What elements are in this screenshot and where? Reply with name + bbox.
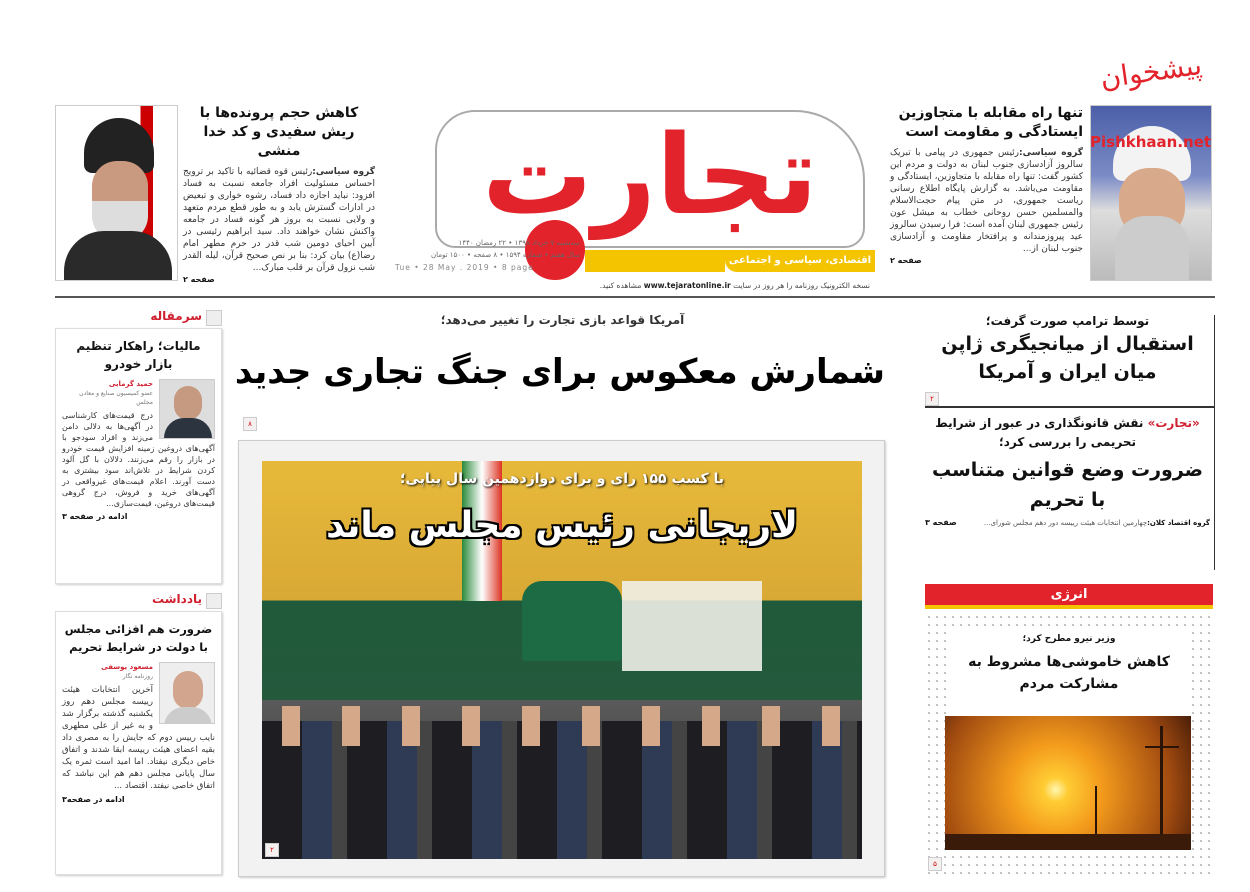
energy-page-badge[interactable]: ۵ [928,857,942,871]
editorial-headline[interactable]: مالیات؛ راهکار تنظیم بازار خودرو [76,339,201,371]
right2-footer: گروه اقتصاد کلان:چهارمین انتخابات هیئت رییسه دور دهم مجلس شورای... [983,519,1210,527]
rouhani-photo [1090,105,1212,281]
editorial-author-photo [159,379,215,439]
main-kicker: آمریکا قواعد بازی تجارت را تغییر می‌دهد؛ [440,313,685,327]
latin-date: Tue • 28 May . 2019 • 8 page [395,263,534,272]
watermark-fa: پیشخوان [1098,48,1204,95]
top-right-headline[interactable]: تنها راه مقابله با متجاوزین ایستادگی و مقاومت است [898,105,1083,140]
divider [55,296,1215,298]
right2-kicker: «تجارت» نقش قانونگذاری در عبور از شرایط تحریمی را بررسی کرد؛ [935,416,1200,449]
right2-headline[interactable]: ضرورت وضع قوانین متناسب با تحریم [931,459,1204,511]
main-headline[interactable]: شمارش معکوس برای جنگ تجاری جدید [234,352,885,392]
site-link[interactable]: www.tejaratonline.ir [643,281,731,290]
top-left-headline[interactable]: کاهش حجم پرونده‌ها با ریش سفیدی و کد خدا منشی [199,105,359,159]
top-right-story [890,104,1083,266]
issue-line: سال هفتم • شماره ۱۵۹۴ • ۸ صفحه • ۱۵۰۰ تومان [430,251,580,259]
editorial-more[interactable]: ادامه در صفحه ۳ [62,512,128,521]
editorial-author-role: عضو کمیسیون صنایع و معادن مجلس [79,390,153,406]
top-left-page[interactable]: صفحه ۲ [183,275,215,284]
online-note: نسخه الکترونیک روزنامه را هر روز در سایت www.tejaratonline.ir مشاهده کنید. [599,281,870,290]
note-headline[interactable]: ضرورت هم افزائی مجلس با دولت در شرایط تحریم [64,622,213,654]
right1-headline[interactable]: استقبال از میانجیگری ژاپن میان ایران و آمریکا [941,333,1194,383]
energy-kicker: وزیر نیرو مطرح کرد؛ [1022,634,1116,644]
right1-page-badge[interactable]: ۲ [925,392,939,406]
top-left-story [183,104,375,285]
energy-box [925,613,1215,877]
note-more[interactable]: ادامه در صفحه۳ [62,795,125,804]
note-section: یادداشت [152,592,202,606]
note-box [55,611,222,875]
photo-story-box [238,440,885,877]
note-body: آخرین انتخابات هیئت رییسه مجلس دهم روز یکشنبه گذشته برگزار شد و به غیر از علی مطهری نایب رییس دوم که جایش را به مصری داد بقیه اعضای هیئت رییسه ابقا شدند و اتفاق خاص دیگری نیفتاد. اما امید است ثمره یک سال پایانی مجلس دهم هم این نباشد که اتفاق خاصی نیفتد. اقتصاد ... [62,685,215,791]
editorial-author: حمید گرمابی [108,380,153,388]
power-lines-photo [945,716,1191,850]
editorial-section: سرمقاله [150,309,202,323]
raisi-photo [55,105,178,281]
watermark-en: Pishkhaan.net [1090,133,1212,151]
note-author-photo [159,662,215,724]
tagline: اقتصادی، سیاسی و اجتماعی [725,250,875,272]
right2-page[interactable]: صفحه ۳ [925,518,957,527]
top-right-body: گروه سیاسی:رئیس جمهوری در پیامی با تبریک سالروز آزادسازی جنوب لبنان به دولت و مردم این کشور گفت: تنها راه مقابله با متجاوزین، ایستادگی و مقاومت می‌باشد. به گزارش پایگاه اطلاع رسانی ریاست جمهوری، در متن پیام حجت‌الاسلام والمسلمین حسن روحانی خطاب به میشل عون رئیس جمهوری لبنان آمده است: فرا رسیدن سالروز عید پیروزمندانه و پرافتخار مقاومت و آزادسازی جنوب لبنان از... [890,148,1083,254]
parliament-photo [262,461,862,859]
energy-headline[interactable]: کاهش خاموشی‌ها مشروط به مشارکت مردم [968,654,1170,692]
note-author-role: روزنامه نگار [122,673,153,680]
logo: تجارت [482,111,818,239]
top-left-body: گروه سیاسی:رئیس قوه قضائیه با تاکید بر ترویج احساس مسئولیت افراد جامعه نسبت به فساد افزود: نباید اجازه داد فساد، رشوه خواری و تبعیض در ادارات گسترش یابد و به طور قطع مردم متعهد و ولایی نسبت به بروز هر گونه فساد در جامعه واکنش نشان خواهند داد. سید ابراهیم رئیسی در آیین احیای دومین شب قدر در حرم مطهر امام رضا(ع) بیان کرد: بنا بر نص صحیح قرآن، لیله القدر شب نزول قرآن بر قلب مبارک... [183,167,375,273]
main-page-badge[interactable]: ۸ [243,417,257,431]
top-right-page[interactable]: صفحه ۲ [890,256,922,265]
photo-story-kicker: با کسب ۱۵۵ رای و برای دوازدهمین سال پیاپی؛ [399,471,725,487]
note-author: مسعود یوسفی [101,663,153,671]
editorial-body: درج قیمت‌های کارشناسی در آگهی‌ها به دلالی دامن می‌زند و افراد سودجو با آگهی‌های دروغین زمینه افزایش قیمت خودرو در بازار را رقم می‌زنند. دلالان با گل آلود کردن شرایط در تلاش‌اند سود بیشتری به دست آورند. اعلام قیمت‌های غیرواقعی در آگهی‌های خرید و فروش، درج گروهی قیمت‌های دروغین، قیمت‌سازی... [62,411,215,508]
right-column-stories [925,313,1210,528]
date-line: سه‌شنبه ۷ خرداد ۱۳۹۸ • ۲۲ رمضان ۱۴۴۰ [458,239,580,247]
photo-story-headline[interactable]: لاریجانی رئیس مجلس ماند [326,505,798,546]
right1-kicker: توسط ترامپ صورت گرفت؛ [985,314,1150,328]
editorial-box [55,328,222,584]
photo-story-page-badge[interactable]: ۲ [265,843,279,857]
energy-section-bar: انرژی [925,584,1213,609]
masthead [395,100,875,295]
